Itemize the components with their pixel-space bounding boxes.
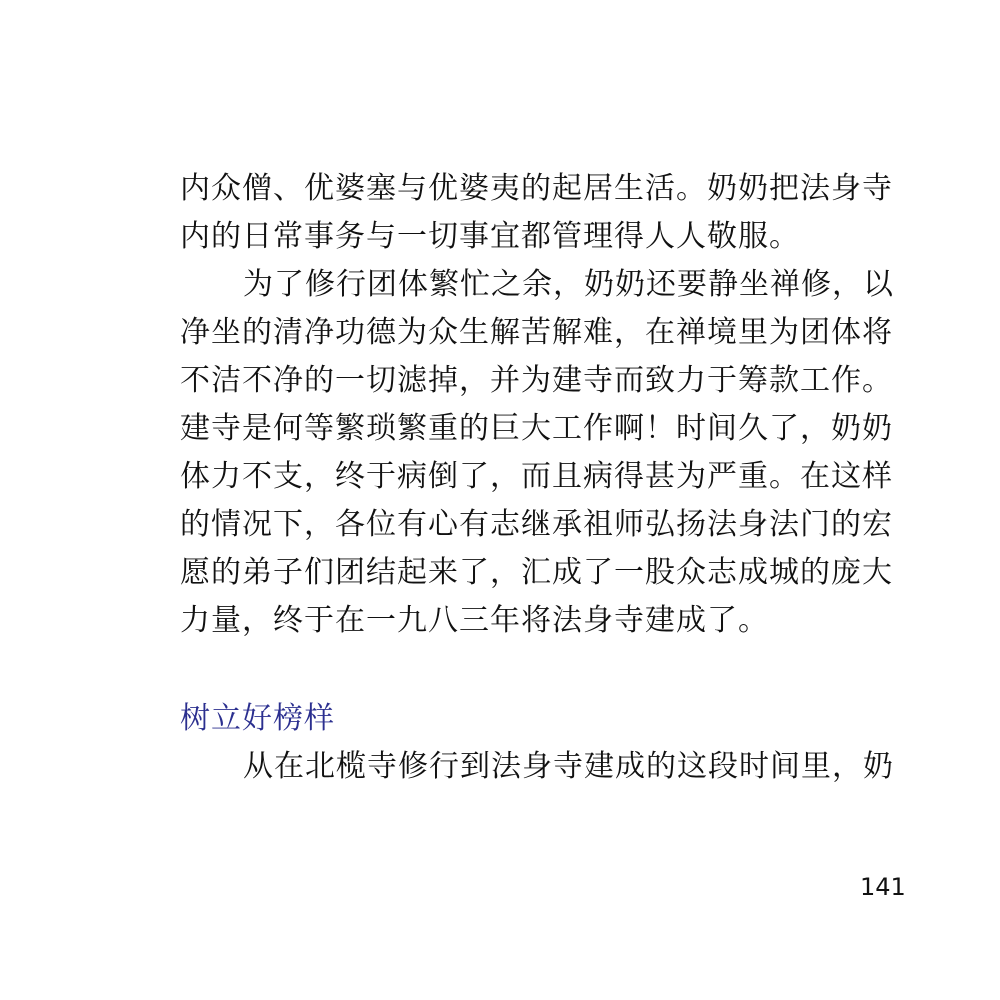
body-line-4: 净坐的清净功德为众生解苦解难，在禅境里为团体将 [180,315,893,350]
body-line-3: 为了修行团体繁忙之余，奶奶还要静坐禅修，以 [243,267,894,302]
body-line-6: 建寺是何等繁琐繁重的巨大工作啊！时间久了，奶奶 [180,411,893,446]
body-line-1: 内众僧、优婆塞与优婆夷的起居生活。奶奶把法身寺 [180,171,893,206]
section-heading: 树立好榜样 [180,701,335,736]
body-line-2: 内的日常事务与一切事宜都管理得人人敬服。 [180,219,800,254]
section-first-line: 从在北榄寺修行到法身寺建成的这段时间里，奶 [243,749,894,784]
body-line-9: 愿的弟子们团结起来了，汇成了一股众志成城的庞大 [180,555,893,590]
body-line-8: 的情况下，各位有心有志继承祖师弘扬法身法门的宏 [180,507,893,542]
body-line-5: 不洁不净的一切滤掉，并为建寺而致力于筹款工作。 [180,363,893,398]
body-line-10: 力量，终于在一九八三年将法身寺建成了。 [180,603,769,638]
body-line-7: 体力不支，终于病倒了，而且病得甚为严重。在这样 [180,459,893,494]
page-number: 141 [860,873,906,901]
